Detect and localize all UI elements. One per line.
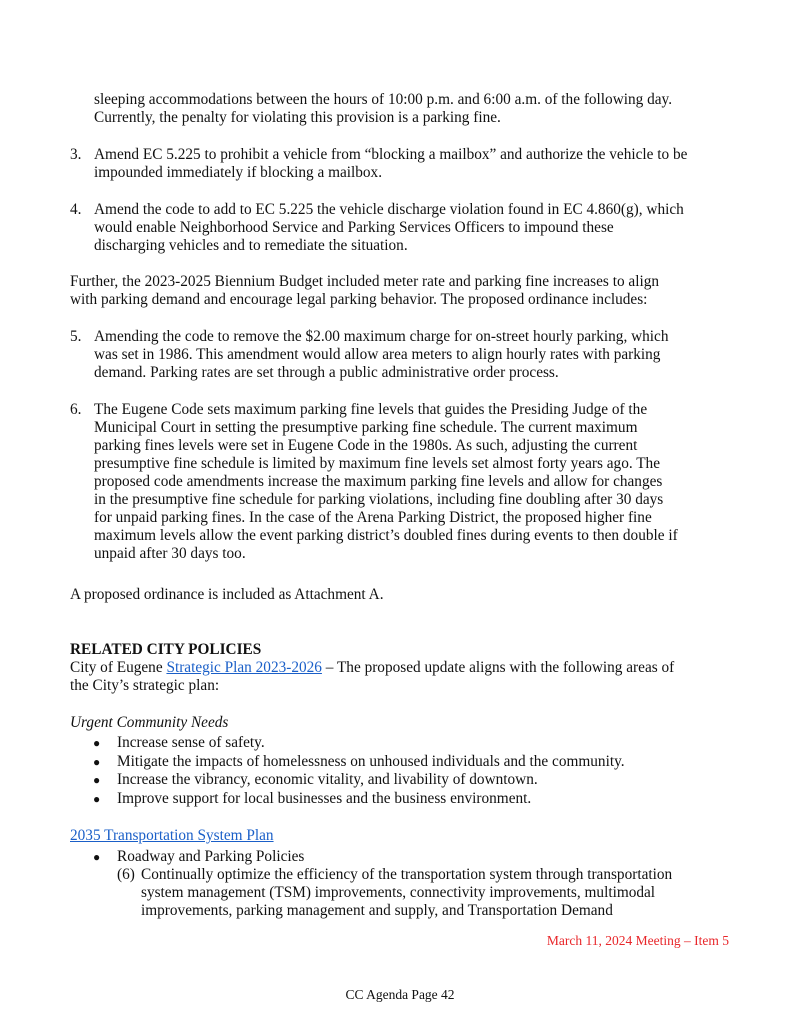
tsp-bullet-text: Roadway and Parking Policies (117, 848, 305, 865)
bullet-item (93, 734, 625, 753)
text-line: would enable Neighborhood Service and Parking Services Officers to impound these (94, 219, 614, 236)
strategic-plan-intro-line2: the City’s strategic plan: (70, 677, 220, 694)
text-line: with parking demand and encourage legal parking behavior. The proposed ordinance includes: (70, 291, 648, 308)
bullet-text: Improve support for local businesses and the business environment. (117, 790, 532, 808)
budget-paragraph (70, 273, 659, 309)
page-footer: CC Agenda Page 42 (345, 987, 455, 1002)
text-line: for unpaid parking fines. In the case of the Arena Parking District, the proposed higher fine (94, 509, 652, 526)
text-line: Amend the code to add to EC 5.225 the vehicle discharge violation found in EC 4.860(g), which (94, 201, 684, 218)
bullet-icon: ● (93, 773, 101, 788)
text-line: discharging vehicles and to remediate the situation. (94, 237, 408, 254)
policy-number: (6) (117, 866, 135, 883)
text-line: in the presumptive fine schedule for parking violations, including fine doubling after 30 days (94, 491, 664, 508)
text-line: presumptive fine schedule is limited by maximum fine levels set almost forty years ago. The (94, 455, 660, 472)
bullet-item (93, 771, 625, 790)
policy-line: improvements, parking management and supply, and Transportation Demand (141, 902, 613, 919)
bullet-item (93, 790, 625, 809)
intro-continuation (94, 91, 672, 127)
text-line: was set in 1986. This amendment would allow area meters to align hourly rates with parking (94, 346, 661, 363)
intro-prefix: City of Eugene (70, 659, 167, 676)
list-item-5 (70, 328, 669, 382)
list-item-3 (70, 146, 688, 182)
intro-suffix: – The proposed update aligns with the following areas of (321, 659, 675, 676)
text-line: unpaid after 30 days too. (94, 545, 246, 562)
strategic-plan-link[interactable]: Strategic Plan 2023-2026 (166, 659, 322, 676)
bullet-text: Mitigate the impacts of homelessness on unhoused individuals and the community. (117, 752, 625, 770)
urgent-needs-list (93, 734, 625, 809)
bullet-icon: ● (93, 850, 101, 864)
text-line: Amend EC 5.225 to prohibit a vehicle from “blocking a mailbox” and authorize the vehicle to be (94, 146, 688, 163)
list-number: 4. (70, 201, 82, 218)
list-number: 3. (70, 146, 82, 163)
bullet-icon: ● (93, 754, 101, 769)
bullet-icon: ● (93, 736, 101, 750)
strategic-plan-intro (70, 659, 674, 677)
urgent-needs-heading: Urgent Community Needs (70, 714, 229, 731)
section-heading: RELATED CITY POLICIES (70, 641, 262, 658)
attachment-note: A proposed ordinance is included as Attachment A. (70, 586, 384, 603)
list-item-6 (70, 401, 678, 563)
text-line: maximum levels allow the event parking district’s doubled fines during events to then double if (94, 527, 678, 544)
text-line: impounded immediately if blocking a mailbox. (94, 164, 383, 181)
text-line: proposed code amendments increase the maximum parking fine levels and allow for changes (94, 473, 663, 490)
list-item-4 (70, 201, 684, 255)
text-line: sleeping accommodations between the hours of 10:00 p.m. and 6:00 a.m. of the following day. (94, 91, 673, 108)
list-number: 6. (70, 401, 82, 418)
text-line: demand. Parking rates are set through a public administrative order process. (94, 364, 559, 381)
text-line: Further, the 2023-2025 Biennium Budget included meter rate and parking fine increases to align (70, 273, 660, 290)
bullet-text: Increase the vibrancy, economic vitality, and livability of downtown. (117, 771, 538, 789)
text-line: The Eugene Code sets maximum parking fine levels that guides the Presiding Judge of the (94, 401, 648, 418)
text-line: Amending the code to remove the $2.00 maximum charge for on-street hourly parking, which (94, 328, 669, 345)
text-line: Currently, the penalty for violating this provision is a parking fine. (94, 109, 501, 126)
text-line: parking fines levels were set in Eugene Code in the 1980s. As such, adjusting the current (94, 437, 638, 454)
tsp-bullet (93, 848, 305, 866)
bullet-text: Increase sense of safety. (117, 734, 265, 751)
policy-line: system management (TSM) improvements, connectivity improvements, multimodal (141, 884, 656, 901)
bullet-item (93, 752, 625, 772)
meeting-label: March 11, 2024 Meeting – Item 5 (546, 933, 729, 948)
list-number: 5. (70, 328, 82, 345)
bullet-icon: ● (93, 792, 101, 807)
tsp-policy-6 (117, 866, 673, 920)
text-line: Municipal Court in setting the presumptive parking fine schedule. The current maximum (94, 419, 638, 436)
policy-line: Continually optimize the efficiency of the transportation system through transportation (141, 866, 673, 883)
tsp-link[interactable]: 2035 Transportation System Plan (70, 827, 274, 844)
